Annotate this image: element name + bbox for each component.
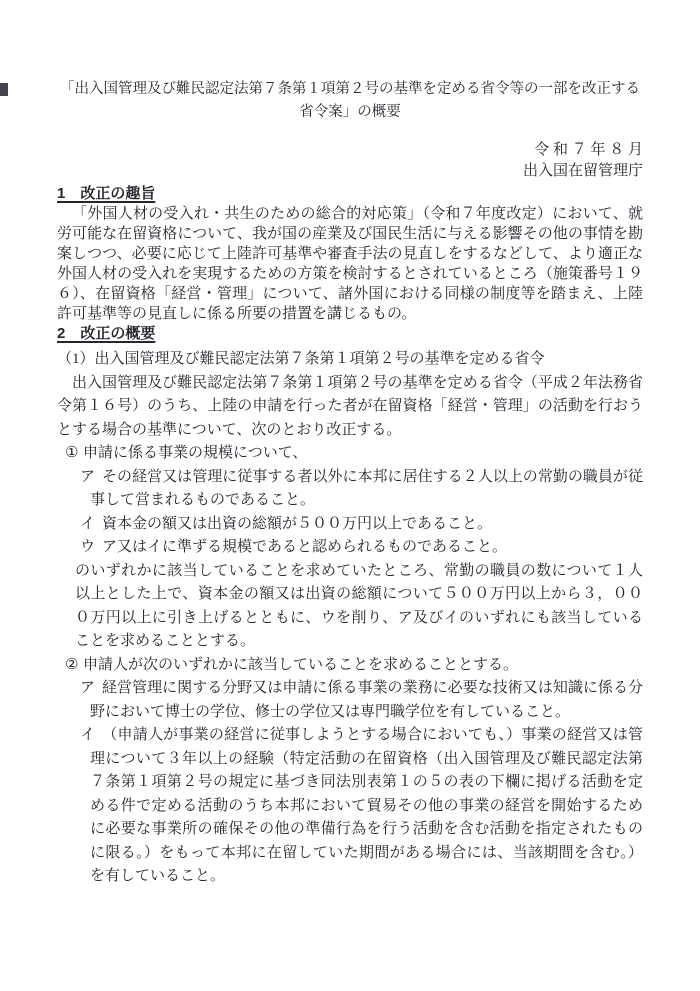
scan-artifact-mark [0, 83, 8, 96]
issuing-agency: 出入国在留管理庁 [522, 163, 643, 179]
numbered-item-1-text: 申請に係る事業の規模について、 [83, 445, 308, 461]
item-2-sub-a-text: 経営管理に関する分野又は申請に係る事業の業務に必要な技術又は知識に係る分野において博士の学位、修士の学位又は専門職学位を有していること。 [90, 680, 643, 720]
document-content [0, 78, 700, 889]
title-line-2: 省令案」の概要 [299, 104, 401, 120]
document-page [0, 78, 700, 991]
document-title [57, 78, 643, 124]
circled-2-marker: ② [65, 656, 79, 673]
item-2-sub-a [57, 677, 643, 724]
numbered-item-1 [57, 442, 643, 466]
katakana-a-marker: ア [80, 468, 96, 485]
item-2-sub-i-text: （申請人が事業の経営に従事しようとする場合においても、）事業の経営又は管理について３年以上の経験（特定活動の在留資格（出入国管理及び難民認定法第７条第１項第２号の規定に基づき同法別表第１の５の表の下欄に掲げる活動を定める件で定める活動のうち本邦において貿易その他の事業の経営を開始するために必要な事業所の確保その他の準備行為を行う活動を含む活動を指定されたものに限る。）をもって本邦に在留していた期間がある場合には、当該期間を含む。）を有していること。 [90, 727, 643, 884]
katakana-u-marker: ウ [80, 539, 96, 555]
item-1-sub-u [57, 536, 643, 560]
section-1-heading-text: 1 改正の趣旨 [57, 185, 156, 202]
item-2-sub-i [57, 724, 643, 889]
numbered-item-2-text: 申請人が次のいずれかに該当していることを求めることとする。 [83, 656, 519, 673]
numbered-item-2 [57, 654, 643, 678]
item-1-sub-u-text: ア又はイに準ずる規模であると認められるものであること。 [102, 539, 508, 555]
circled-1-marker: ① [65, 445, 79, 461]
katakana-i-marker: イ [80, 515, 96, 532]
section-1-heading [57, 184, 643, 204]
katakana-a-marker: ア [80, 680, 96, 696]
subsection-1-heading: （1）出入国管理及び難民認定法第７条第１項第２号の基準を定める省令 [57, 351, 545, 367]
document-date: 令 和 ７ 年 ８ 月 [534, 142, 643, 158]
katakana-i-marker: イ [80, 727, 96, 743]
date-block [57, 140, 643, 182]
section-1-body: 「外国人材の受入れ・共生のための総合的対応策」（令和７年度改定）において、就労可能な在留資格について、我が国の産業及び国民生活に与える影響その他の事情を勘案しつつ、必要に応じて上陸許可基準や審査手法の見直しをするなどして、より適正な外国人材の受入れを実現するための方策を検討するとされているところ（施策番号１９６）、在留資格「経営・管理」について、諸外国における同様の制度等を踏まえ、上陸許可基準等の見直しに係る所要の措置を講じるもの。 [57, 206, 643, 322]
section-2-heading-text: 2 改正の概要 [57, 325, 156, 342]
section-2-heading [57, 324, 643, 344]
item-1-sub-a-text: その経営又は管理に従事する者以外に本邦に居住する２人以上の常勤の職員が従事して営まれるものであること。 [90, 468, 643, 508]
title-line-1: 「出入国管理及び難民認定法第７条第１項第２号の基準を定める省令等の一部を改正する [60, 81, 640, 97]
item-1-sub-i [57, 513, 643, 537]
item-1-conclusion: のいずれかに該当していることを求めていたところ、常勤の職員の数について１人以上とした上で、資本金の額又は出資の総額について５００万円以上から３，０００万円以上に引き上げるとともに、ウを削り、ア及びイのいずれにも該当していることを求めることとする。 [75, 562, 643, 649]
item-1-sub-i-text: 資本金の額又は出資の総額が５００万円以上であること。 [102, 515, 493, 532]
item-1-sub-a [57, 466, 643, 513]
subsection-1-intro: 出入国管理及び難民認定法第７条第１項第２号の基準を定める省令（平成２年法務省令第１６号）のうち、上陸の申請を行った者が在留資格「経営・管理」の活動を行おうとする場合の基準について、次のとおり改正する。 [57, 374, 643, 438]
